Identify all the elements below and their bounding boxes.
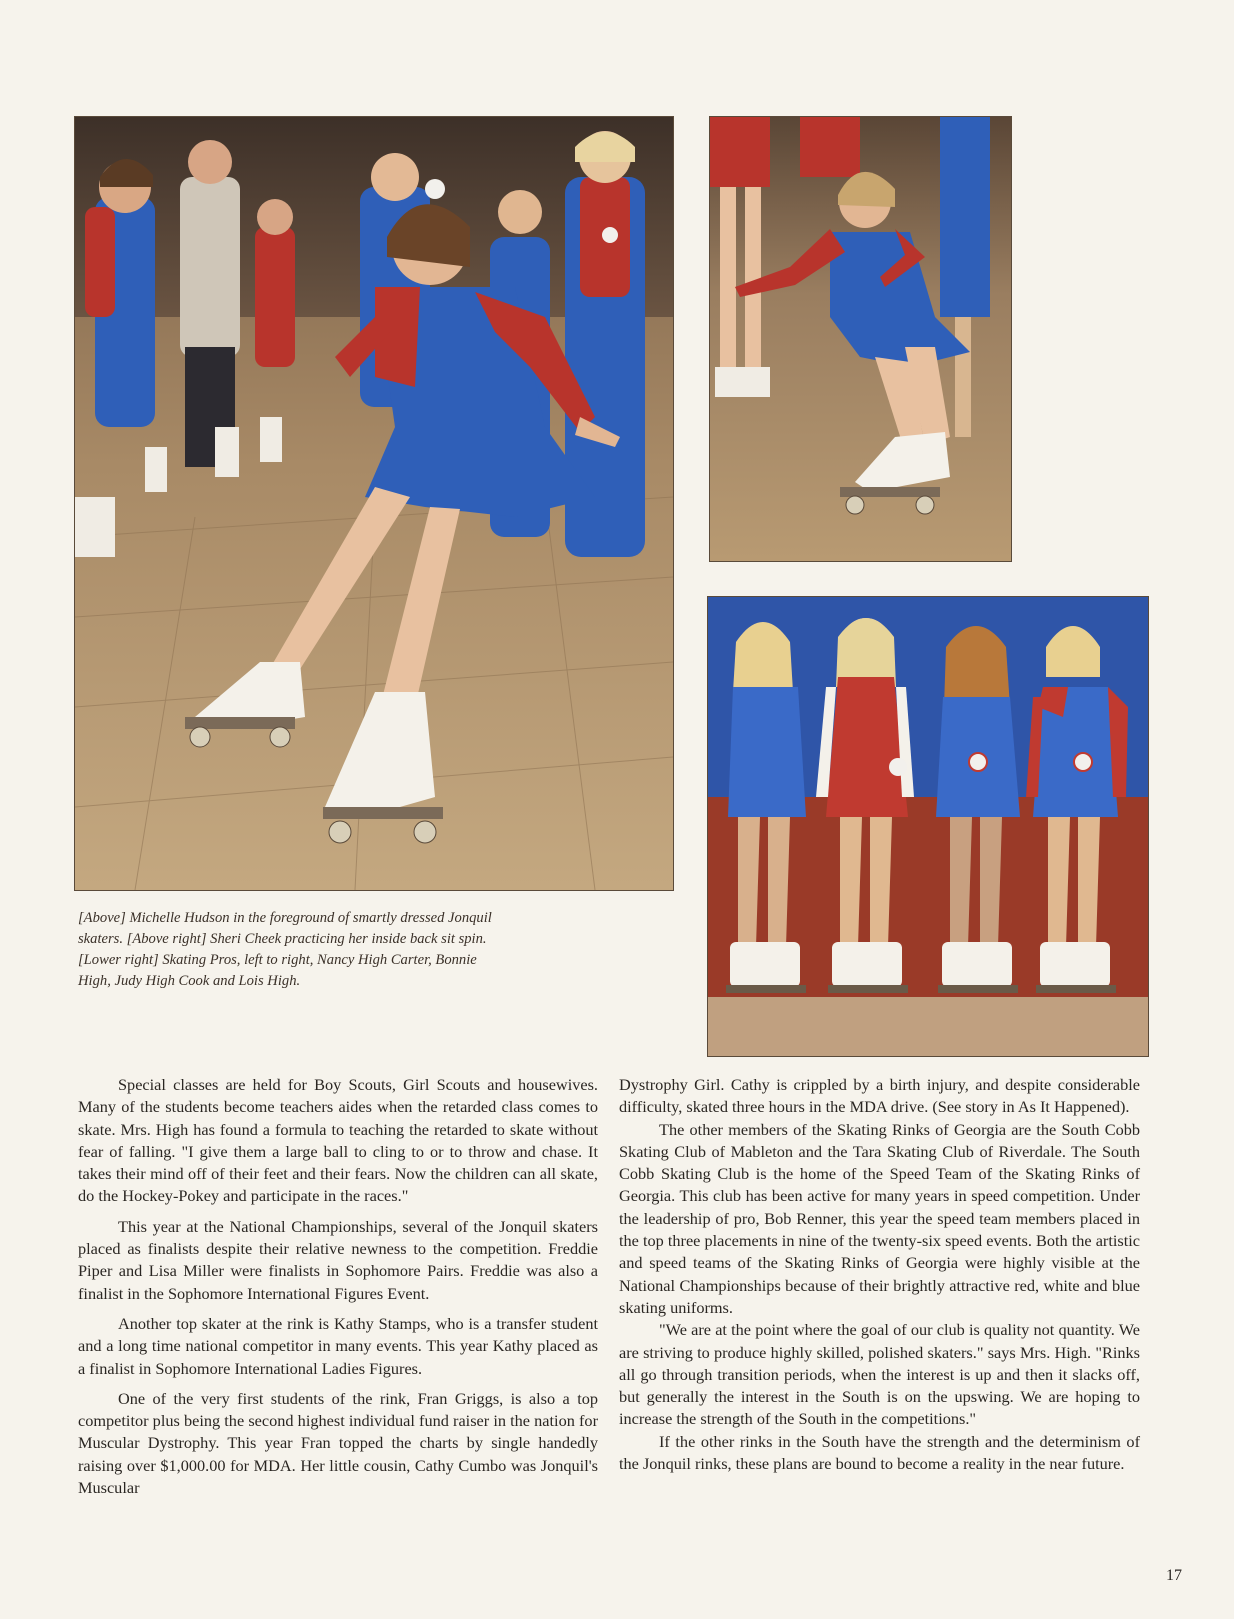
lower-right-photo-illustration [708, 597, 1148, 1056]
caption-line: High, Judy High Cook and Lois High. [78, 973, 301, 989]
page-number: 17 [1166, 1567, 1182, 1584]
caption-line: [Above] Michelle Hudson in the foreground of smartly dressed Jonquil [78, 910, 492, 926]
photo-caption [78, 908, 598, 992]
caption-line: [Lower right] Skating Pros, left to right, Nancy High Carter, Bonnie [78, 952, 477, 968]
article-right-column [619, 1074, 1140, 1475]
paragraph-continuation: Dystrophy Girl. Cathy is crippled by a birth injury, and despite considerable difficulty, skated three hours in the MDA drive. (See story in As It Happened). [619, 1075, 1140, 1117]
paragraph-conclusion: If the other rinks in the South have the strength and the determinism of the Jonquil rinks, these plans are bound to become a reality in the near future. [619, 1431, 1140, 1474]
paragraph-kathy-stamps: Another top skater at the rink is Kathy Stamps, who is a transfer student and a long time national competitor in many events. This year Kathy placed as a finalist in Sophomore International Ladies Figures. [78, 1313, 598, 1378]
main-photo-illustration [75, 117, 673, 890]
top-right-photo-illustration [710, 117, 1011, 561]
paragraph-other-members: The other members of the Skating Rinks of Georgia are the South Cobb Skating Club of Mableton and the Tara Skating Club of Riverdale. The South Cobb Skating Club is the home of the Speed Team of the Skating Rinks of Georgia. This club has been active for many years in speed competition. Under the leadership of pro, Bob Renner, this year the speed team members placed in the top three placements in nine of the twenty-six speed events. Both the artistic and speed teams of the Skating Rinks of Georgia were highly visible at the National Championships because of their brightly attractive red, white and blue skating uniforms. [619, 1119, 1140, 1317]
paragraph-fran-griggs: One of the very first students of the rink, Fran Griggs, is also a top competitor plus being the second highest individual fund raiser in the nation for Muscular Dystrophy. This year Fran topped the charts by single handedly raising over $1,000.00 for MDA. Her little cousin, Cathy Cumbo was Jonquil's Muscular [78, 1388, 598, 1498]
photo-sheri-cheek-sit-spin [709, 116, 1012, 562]
caption-line: skaters. [Above right] Sheri Cheek practicing her inside back sit spin. [78, 931, 487, 947]
paragraph-national-championships: This year at the National Championships, several of the Jonquil skaters placed as finalists despite their relative newness to the competition. Freddie Piper and Lisa Miller were finalists in Sophomore Pairs. Freddie was also a finalist in the Sophomore International Figures Event. [78, 1216, 598, 1303]
paragraph-quote-quality: "We are at the point where the goal of our club is quality not quantity. We are striving to produce highly skilled, polished skaters." says Mrs. High. "Rinks all go through transition periods, when the interest is up and then it slacks off, but generally the interest in the South is on the upswing. We are hoping to increase the strength of the South in the competitions." [619, 1320, 1140, 1429]
photo-skating-pros [707, 596, 1149, 1057]
article-left-column [78, 1074, 598, 1499]
photo-main-michelle-hudson [74, 116, 674, 891]
paragraph-special-classes: Special classes are held for Boy Scouts, Girl Scouts and housewives. Many of the students become teachers aides when the retarded class comes to skate. Mrs. High has found a formula to teaching the retarded to skate without fear of falling. "I give them a large ball to cling to or to throw and chase. It takes their mind off of their feet and their fears. Now the children can all skate, do the Hockey-Pokey and participate in the races." [78, 1075, 598, 1206]
